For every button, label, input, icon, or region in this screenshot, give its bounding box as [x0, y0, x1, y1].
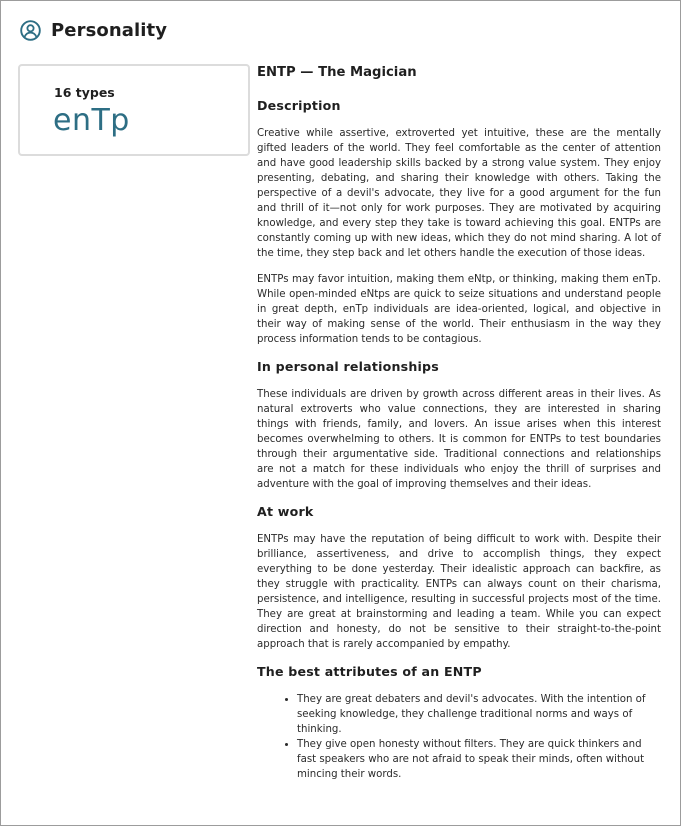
description-paragraph: ENTPs may favor intuition, making them eNtp, or thinking, making them enTp. While open-minded eNtps are quick to seize situations and understand people in great depth, enTp individuals are idea-oriented, logical, and objective in their way of making sense of the world. Their enthusiasm in the way they process information tends to be contagious.	[257, 274, 661, 345]
page-header	[20, 18, 167, 42]
attributes-heading: The best attributes of an ENTP	[257, 664, 482, 679]
attributes-list	[257, 692, 661, 782]
list-item: • They are great debaters and devil's advocates. With the intention of seeking knowledge, they challenge traditional norms and ways of thinking.	[297, 692, 661, 737]
page-title: Personality	[51, 19, 168, 41]
personality-type-card	[18, 64, 250, 156]
list-item: • They give open honesty without filters. They are quick thinkers and fast speakers who are not afraid to speak their minds, often without mincing their words.	[297, 737, 661, 782]
user-circle-icon	[20, 20, 41, 41]
description-heading: Description	[257, 98, 341, 113]
type-card-label: 16 types	[54, 85, 115, 100]
type-card-value: enTp	[53, 103, 130, 138]
work-heading: At work	[257, 504, 314, 519]
description-paragraph: Creative while assertive, extroverted yet intuitive, these are the mentally gifted leaders of the world. They feel comfortable as the center of attention and have good leadership skills backed by a strong value system. They enjoy presenting, debating, and sharing their knowledge with others. Taking the perspective of a devil's advocate, they live for a good argument for the fun and thrill of it—not only for work purposes. They are motivated by acquiring knowledge, and every step they take is toward achieving this goal. ENTPs are constantly coming up with new ideas, which they do not mind sharing. A lot of the time, they step back and let others handle the execution of those ideas.	[257, 128, 661, 259]
relationships-heading: In personal relationships	[257, 359, 439, 374]
work-paragraph: ENTPs may have the reputation of being difficult to work with. Despite their brilliance, assertiveness, and drive to accomplish things, they expect everything to be done yesterday. Their idealistic approach can backfire, as they struggle with practicality. ENTPs can always count on their charisma, persistence, and intelligence, resulting in successful projects most of the time. They are great at brainstorming and leading a team. While you can expect direction and honesty, do not be sensitive to their straight-to-the-point approach that is rarely accompanied by empathy.	[257, 534, 661, 650]
personality-description	[257, 63, 661, 782]
type-title: ENTP — The Magician	[257, 65, 417, 80]
relationships-paragraph: These individuals are driven by growth across different areas in their lives. As natural extroverts who value connections, they are interested in sharing things with friends, family, and lovers. An issue arises when this interest becomes overwhelming to others. It is common for ENTPs to test boundaries through their argumentative side. Traditional connections and relationships are not a match for these individuals who enjoy the thrill of surprises and adventure with the goal of improving themselves and their ideas.	[257, 389, 661, 490]
